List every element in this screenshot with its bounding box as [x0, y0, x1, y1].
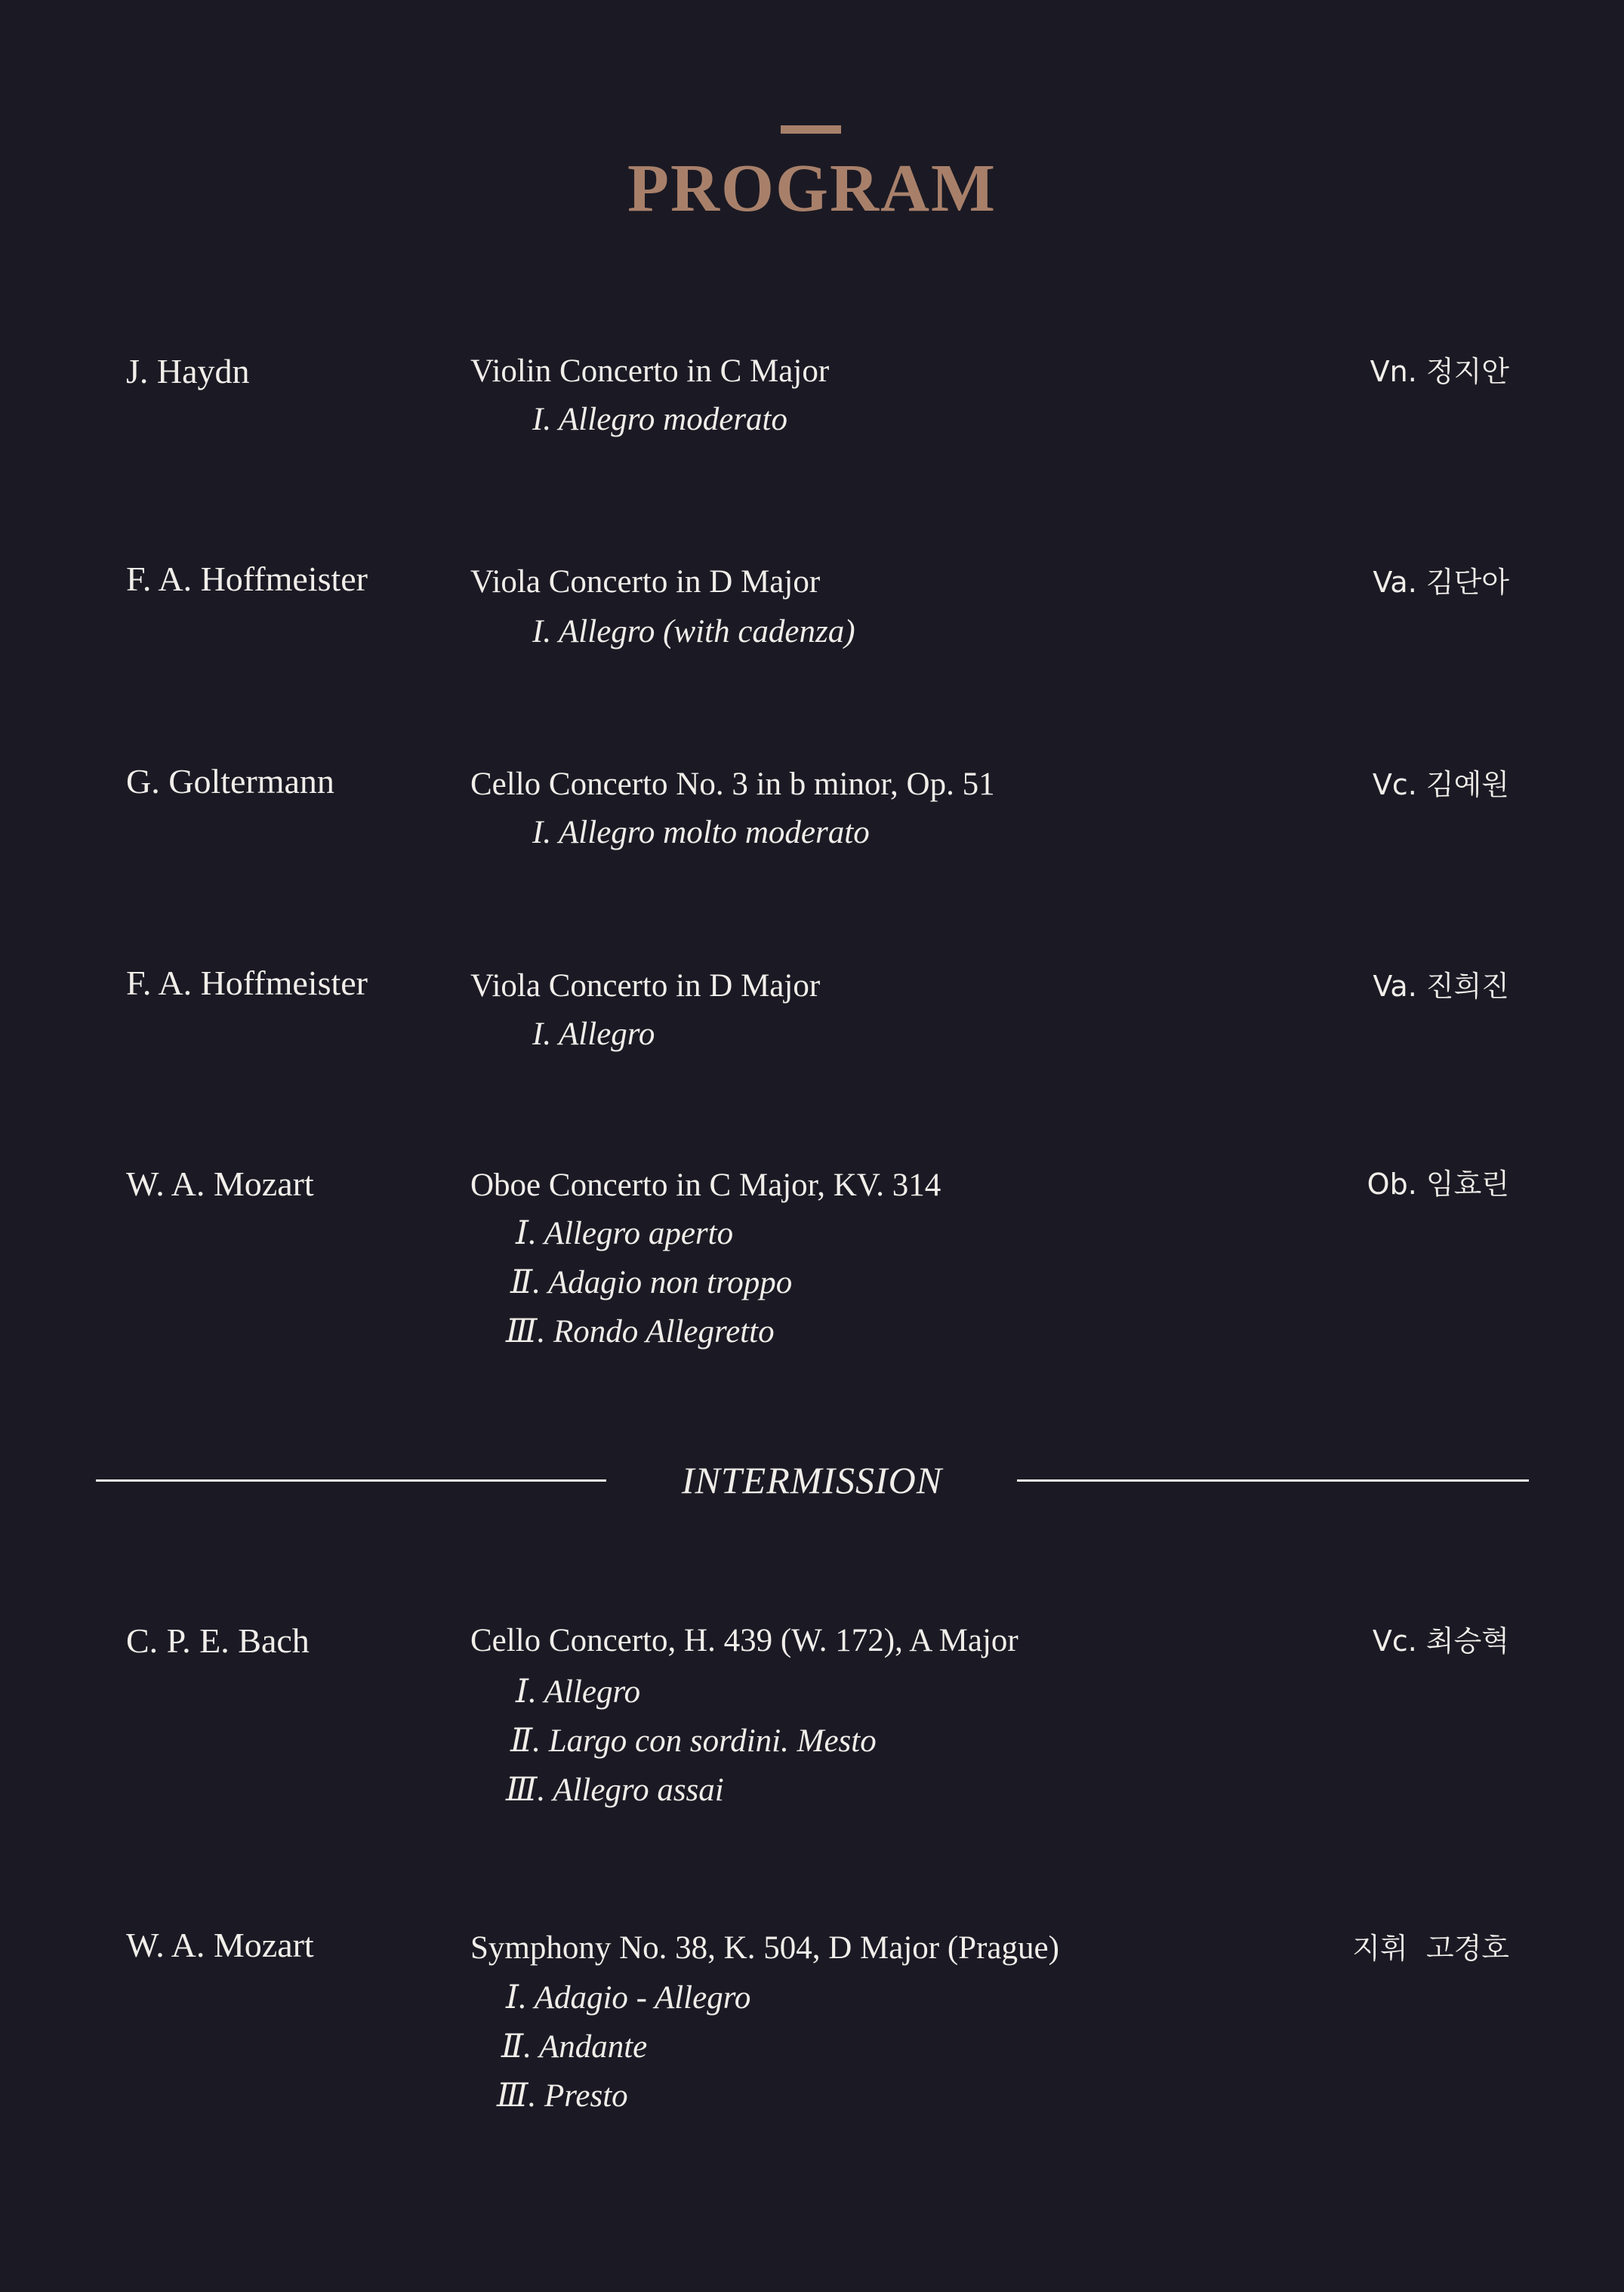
- movement: I. Allegro: [532, 1016, 655, 1052]
- composer: J. Haydn: [126, 352, 250, 390]
- page-title: PROGRAM: [627, 151, 997, 226]
- movement: Ⅲ. Allegro assai: [506, 1772, 724, 1808]
- movement: Ⅱ. Largo con sordini. Mesto: [510, 1723, 877, 1759]
- work-title: Viola Concerto in D Major: [470, 564, 821, 600]
- movement: Ⅲ. Rondo Allegretto: [506, 1314, 775, 1350]
- title-accent-bar: [781, 125, 841, 134]
- performer: 지휘 고경호: [1352, 1932, 1509, 1965]
- work-title: Symphony No. 38, K. 504, D Major (Prague): [470, 1930, 1059, 1966]
- composer: F. A. Hoffmeister: [126, 964, 368, 1002]
- work-title: Cello Concerto, H. 439 (W. 172), A Major: [470, 1623, 1018, 1658]
- movement: I. Allegro molto moderato: [532, 815, 870, 850]
- movement: Ⅱ. Adagio non troppo: [510, 1265, 793, 1300]
- movement: Ⅰ. Allegro: [516, 1674, 641, 1710]
- intermission-divider: [0, 1454, 1624, 1507]
- movement: Ⅰ. Adagio - Allegro: [506, 1980, 751, 2016]
- composer: W. A. Mozart: [126, 1165, 314, 1203]
- performer: Va. 진희진: [1373, 970, 1509, 1003]
- composer: C. P. E. Bach: [126, 1621, 310, 1660]
- movement: Ⅰ. Allegro aperto: [516, 1216, 734, 1251]
- movement: I. Allegro (with cadenza): [532, 614, 855, 649]
- performer: Vc. 최승혁: [1372, 1624, 1509, 1658]
- work-title: Oboe Concerto in C Major, KV. 314: [470, 1168, 941, 1203]
- divider-line-right: [1017, 1479, 1529, 1482]
- movement: Ⅱ. Andante: [501, 2029, 648, 2065]
- performer: Vc. 김예원: [1372, 768, 1509, 801]
- composer: G. Goltermann: [126, 762, 334, 801]
- composer: F. A. Hoffmeister: [126, 560, 368, 598]
- composer: W. A. Mozart: [126, 1926, 314, 1964]
- work-title: Violin Concerto in C Major: [470, 353, 830, 389]
- movement: I. Allegro moderato: [532, 402, 787, 437]
- intermission-label: INTERMISSION: [681, 1459, 943, 1501]
- work-title: Cello Concerto No. 3 in b minor, Op. 51: [470, 767, 995, 802]
- performer: Vn. 정지안: [1370, 355, 1509, 388]
- performer: Va. 김단아: [1373, 566, 1509, 599]
- movement: Ⅲ. Presto: [497, 2078, 628, 2114]
- performer: Ob. 임효린: [1367, 1168, 1509, 1201]
- work-title: Viola Concerto in D Major: [470, 968, 821, 1004]
